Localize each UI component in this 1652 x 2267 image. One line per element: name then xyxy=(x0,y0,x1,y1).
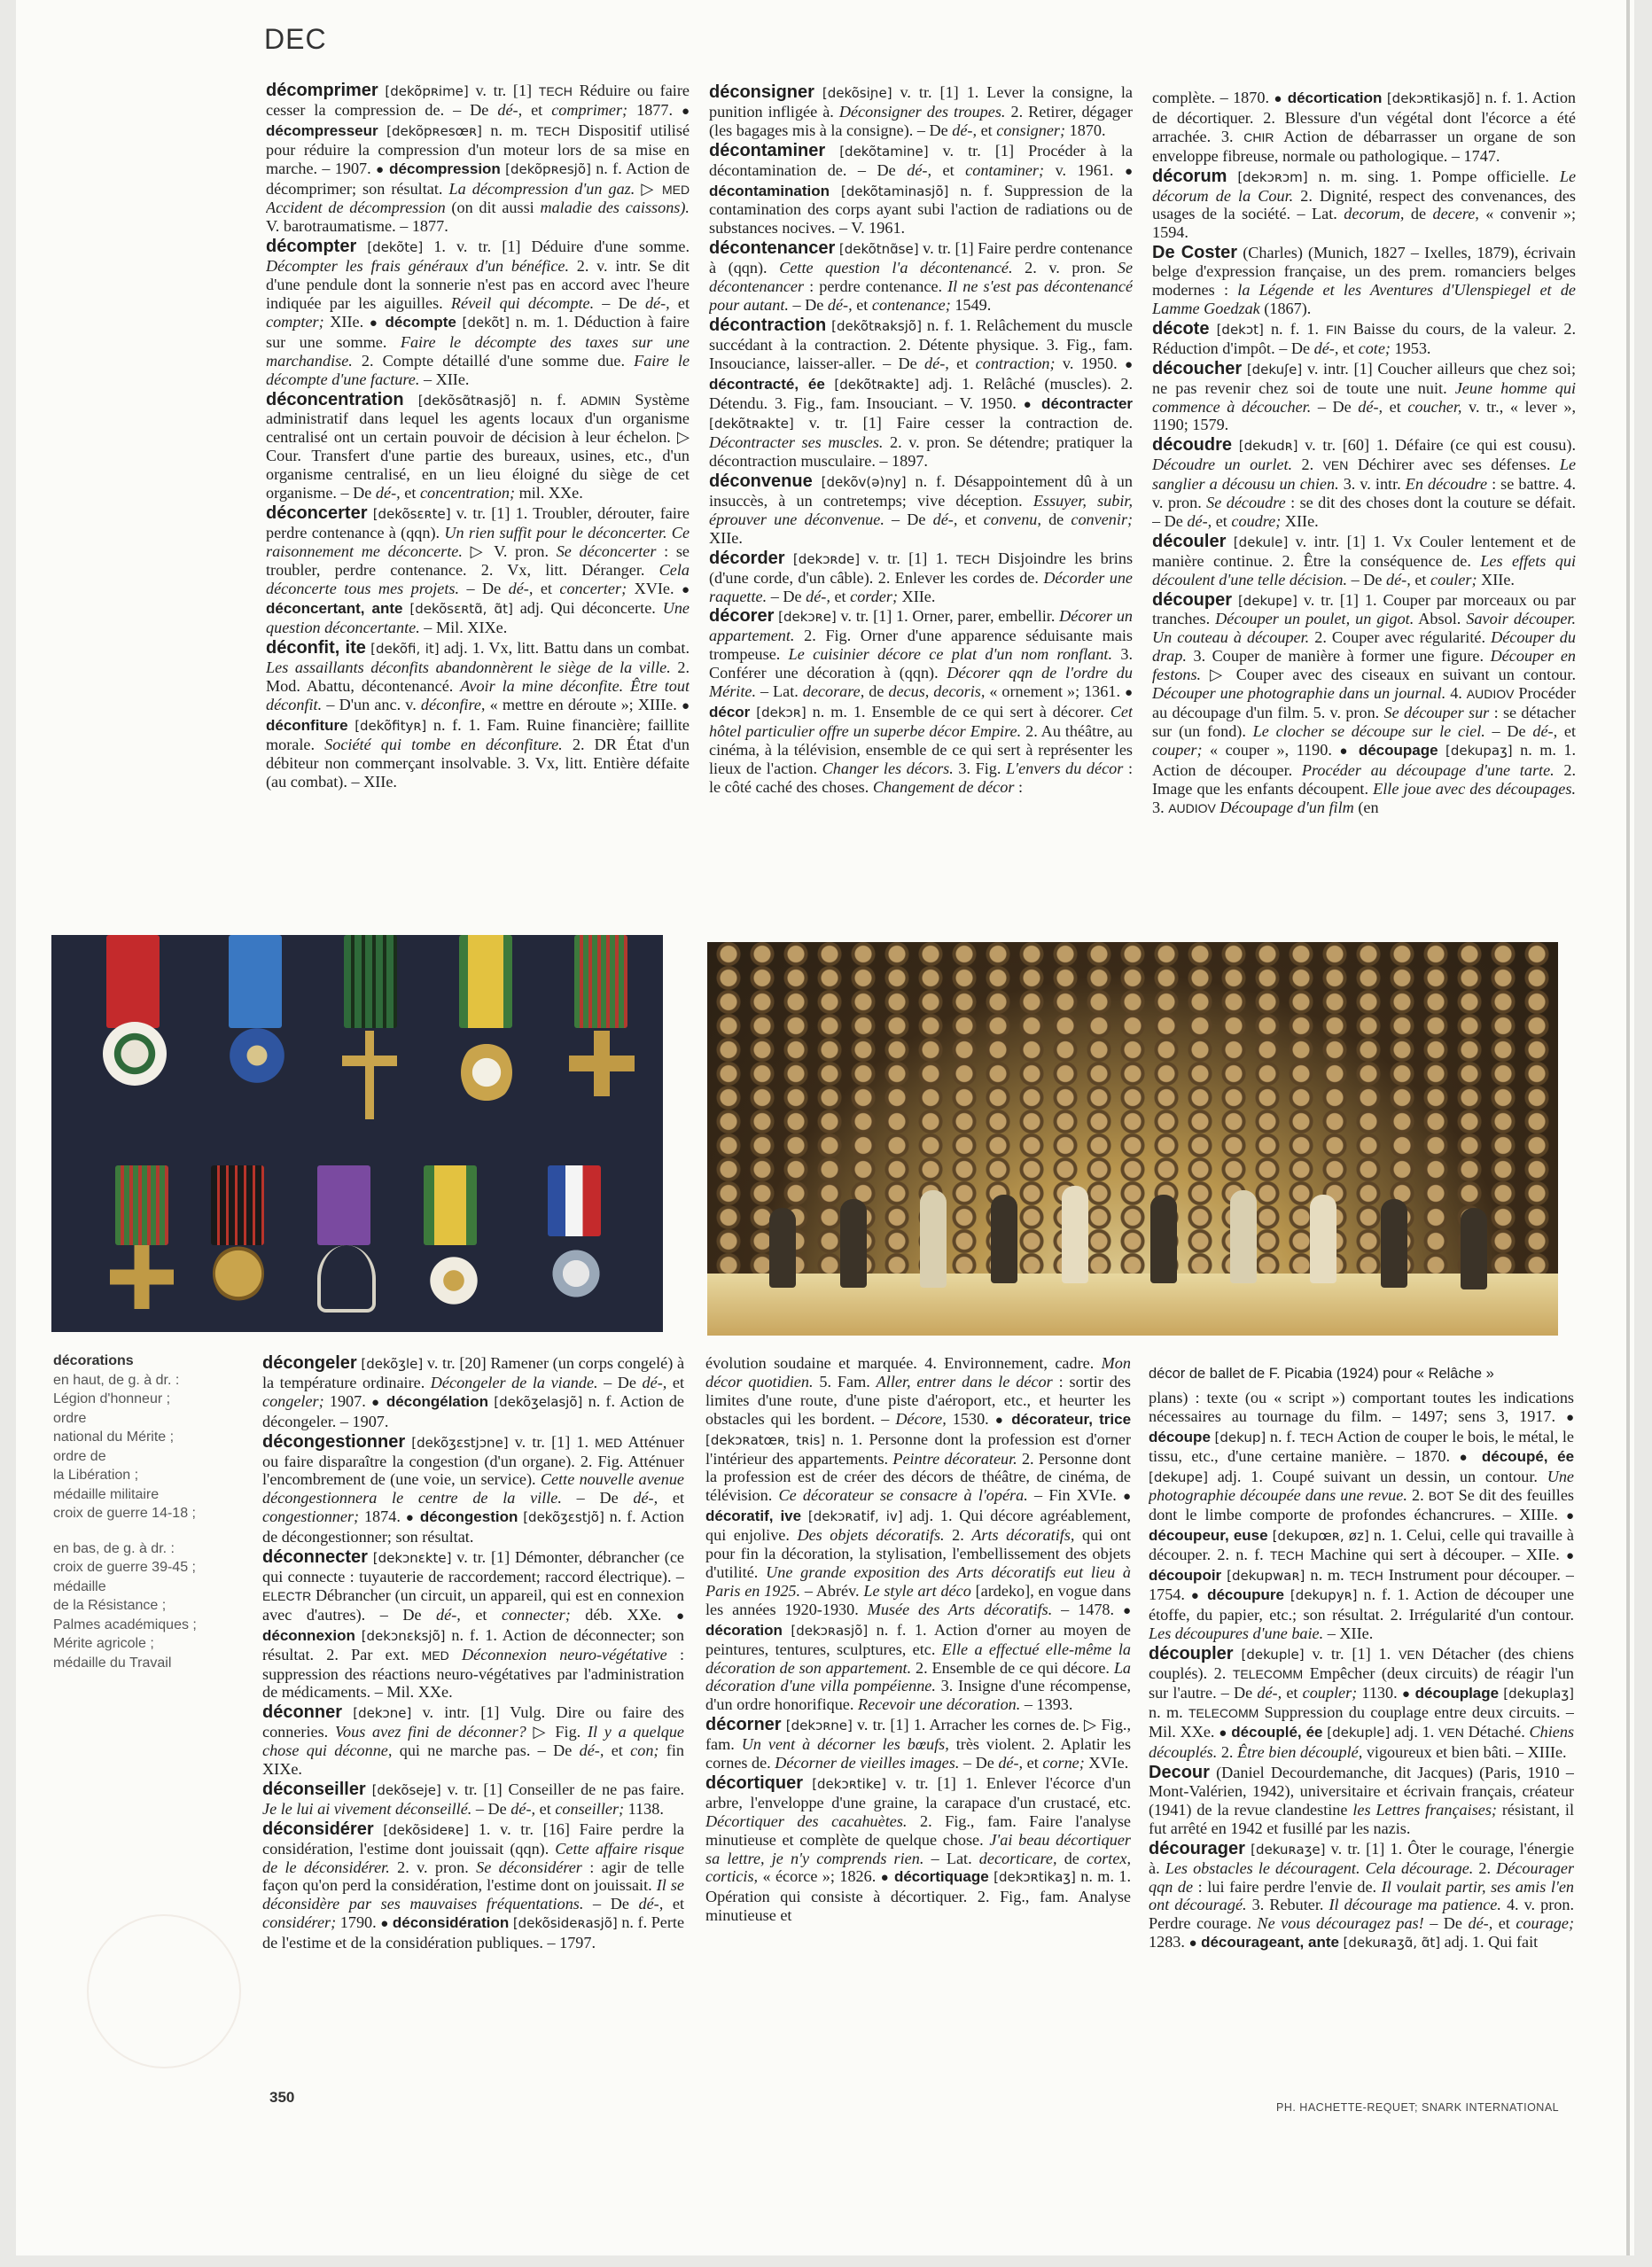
medal-travail-icon xyxy=(549,1247,603,1300)
medal-merite-agricole-icon xyxy=(424,1250,484,1311)
entry-decorder: décorder [dekɔʀde] v. tr. [1] 1. TECH Disjoindre les brins (d'une corde, d'un câble). 2. Enlever les cordes de. Décorder une raquette. – De dé-, et corder; XIIe. xyxy=(709,548,1133,605)
medal-star-blue-icon xyxy=(225,1024,289,1087)
entry-decoucher: découcher [dekuʃe] v. intr. [1] Coucher ailleurs que chez soi; ne pas revenir chez soi de toute une nuit. Jeune homme qui commence à découcher. – De dé-, et coucher, v. tr., « lever », 1190; 1579. xyxy=(1152,358,1576,434)
entry-decontenancer: décontenancer [dekõtnɑ̃se] v. tr. [1] Faire perdre contenance à (qqn). Cette question l'a décontenancé. 2. v. pron. Se décontenancer : perdre contenance. Il ne s'est pas décontenancé pour autant. – De dé-, et contenance; 1549. xyxy=(709,238,1133,314)
decor-photo-caption: décor de ballet de F. Picabia (1924) pour « Relâche » xyxy=(1149,1366,1494,1382)
ribbon-merite-agricole xyxy=(424,1165,477,1245)
entry-deconsiderer: déconsidérer [dekõsideʀe] 1. v. tr. [16] Faire perdre la considération, l'estime dont jouissait (qqn). Cette affaire risque de le déconsidérer. 2. v. pron. Se déconsidérer : agir de telle façon qu'on perd la considération, l'estime dont on jouissait. Il se déconsidère par ses mauvaises fréquentations. – De dé-, et considérer; 1790. ● déconsidération [dekõsideʀasjõ] n. f. Perte de l'estime et de la considération publiques. – 1797. xyxy=(262,1819,684,1952)
ribbon-croix-guerre-39 xyxy=(115,1165,168,1245)
entry-decortiquer: décortiquer [dekɔʀtike] v. tr. [1] 1. Enlever l'écorce d'un arbre, l'enveloppe d'une graine, la carapace d'un crustacé, etc. Décortiquer des cacahuètes. 2. Fig., fam. Faire l'analyse minutieuse et complète de quelque chose. J'ai beau décortiquer sa lettre, je n'y comprends rien. – Lat. decorticare, de cortex, corticis, « écorce »; 1826. ● décortiquage [dekɔʀtikaʒ] n. m. 1. Opération qui consiste à décortiquer. 2. Fig., fam. Analyse minutieuse et xyxy=(705,1772,1131,1925)
entry-decorum: décorum [dekɔʀɔm] n. m. sing. 1. Pompe officielle. Le décorum de la Cour. 2. Dignité, respect des convenances, des usages de la société. – Lat. decorum, de decere, « convenir »; 1594. xyxy=(1152,166,1576,242)
photo-credit: PH. HACHETTE-REQUET; SNARK INTERNATIONAL xyxy=(1276,2101,1560,2114)
dancer-figure xyxy=(991,1195,1017,1283)
medals-photo xyxy=(51,935,663,1332)
entry-deconfit: déconfit, ite [dekõfi, it] adj. 1. Vx, litt. Battu dans un combat. Les assaillants déconfits abandonnèrent le siège de la ville. 2. Mod. Abattu, décontenancé. Avoir la mine déconfite. Être tout déconfit. – D'un anc. v. déconfire, « mettre en déroute »; XIIIe. ● déconfiture [dekõfityʀ] n. f. 1. Fam. Ruine financière; faillite morale. Société qui tombe en déconfiture. 2. DR État d'un débiteur non commerçant insolvable. 3. Vx, litt. Entière défaite (au combat). – XIIe. xyxy=(266,638,690,791)
dancer-figure xyxy=(1230,1190,1257,1283)
entry-decongeler: décongeler [dekõʒle] v. tr. [20] Ramener (un corps congelé) à la température ordinaire. Décongeler de la viande. – De dé-, et congeler; 1907. ● décongélation [dekõʒelasjõ] n. f. Action de décongeler. – 1907. xyxy=(262,1354,684,1430)
medal-resistance-icon xyxy=(213,1245,264,1302)
ribbon-croix-guerre-14 xyxy=(574,935,627,1028)
medal-star-white-icon xyxy=(103,1022,167,1086)
column-5 xyxy=(705,1354,1131,2081)
stage-floor xyxy=(707,1274,1558,1336)
entry-decomprimer: décomprimer [dekõpʀime] v. tr. [1] TECH Réduire ou faire cesser la compression de. – De dé-, et comprimer; 1877. ● décompresseur [dekõpʀesœʀ] n. m. TECH Dispositif utilisé pour réduire la compression d'un moteur lors de sa mise en marche. – 1907. ● décompression [dekõpʀesjõ] n. f. Action de décomprimer; son résultat. La décompression d'un gaz. ▷ MED Accident de décompression (on dit aussi maladie des caissons). V. barotraumatisme. – 1877. xyxy=(266,82,690,236)
column-3 xyxy=(1152,89,1576,939)
column-6 xyxy=(1149,1365,1574,2081)
dancer-figure xyxy=(840,1199,867,1288)
entry-decoudre: découdre [dekudʀ] v. tr. [60] 1. Défaire (ce qui est cousu). Découdre un ourlet. 2. VEN Déchirer avec ses défenses. Le sanglier a décousu un chien. 3. v. intr. En découdre : se battre. 4. v. pron. Se découdre : se dit des choses dont la couture se défait. – De dé-, et coudre; XIIe. xyxy=(1152,435,1576,530)
column-1 xyxy=(266,82,690,932)
entry-decongestionner: décongestionner [dekõʒɛstjɔne] v. tr. [1] 1. MED Atténuer ou faire disparaître la congestion (d'un organe). 2. Fig. Atténuer l'encombrement de (une voie, un service). Cette nouvelle avenue décongestionnera le centre de la ville. – De dé-, et congestionner; 1874. ● décongestion [dekõʒɛstjõ] n. f. Action de décongestionner; son résultat. xyxy=(262,1431,684,1546)
medals-caption: décorations en haut, de g. à dr. : Légion d'honneur ; ordre national du Mérite ; ordre de la Libération ; médaille militaire croix de guerre 14-18 ; en bas, de g. à dr. : croix de guerre 39-45 ; médaille de la Résistance ; Palmes académiques ; Mérite agricole ; médaille du Travail xyxy=(53,1353,197,1671)
dancer-figure xyxy=(1310,1195,1336,1283)
faint-seal-mark xyxy=(87,1914,241,2068)
ribbon-palmes xyxy=(317,1165,370,1245)
entry-decouper: découper [dekupe] v. tr. [1] 1. Couper par morceaux ou par tranches. Découper un poulet, un gigot. Absol. Savoir découper. Un couteau à découper. 2. Couper avec régularité. Découper du drap. 3. Couper de manière à former une figure. Découper en festons. ▷ Couper avec des ciseaux en suivant un contour. Découper une photographie dans un journal. 4. AUDIOV Procéder au découpage d'un film. 5. v. pron. Se découper sur : se détacher sur (un fond). Le clocher se découpe sur le ciel. – De dé-, et couper; « couper », 1190. ● découpage [dekupaʒ] n. m. 1. Action de découper. Procéder au découpage d'une tarte. 2. Image que les enfants découpent. Elle joue avec des découpages. 3. AUDIOV Découpage d'un film (en xyxy=(1152,589,1576,816)
dancer-figure xyxy=(920,1190,947,1288)
entry-decour: Decour (Daniel Decourdemanche, dit Jacques) (Paris, 1910 – Mont-Valérien, 1942), universitaire et écrivain français, créateur (1941) de la revue clandestine les Lettres françaises; résistant, il fut arrêté en 1942 et fusillé par les nazis. xyxy=(1149,1763,1574,1837)
medal-palmes-icon xyxy=(317,1245,376,1313)
medal-croix-guerre-14-icon xyxy=(569,1031,635,1096)
entry-decouler: découler [dekule] v. intr. [1] 1. Vx Couler lentement et de manière continue. 2. Être la conséquence de. Les effets qui découlent d'une telle décision. – De dé-, et couler; XIIe. xyxy=(1152,531,1576,588)
dancer-figure xyxy=(1150,1195,1177,1283)
entry-decontaminer: décontaminer [dekõtamine] v. tr. [1] Procéder à la décontamination de. – De dé-, et contaminer; v. 1961. ● décontamination [dekõtaminasjõ] n. f. Suppression de la contamination des corps ayant subi l'action de radiations ou de substances nocives. – V. 1961. xyxy=(709,140,1133,238)
entry-decompter: décompter [dekõte] 1. v. tr. [1] Déduire d'une somme. Décompter les frais généraux d'un bénéfice. 2. v. intr. Se dit d'une pendule dont la sonnerie n'est pas en accord avec l'heure indiquée par les aiguilles. Réveil qui décompte. – De dé-, et compter; XIIe. ● décompte [dekõt] n. m. 1. Déduction à faire sur une somme. Faire le décompte des taxes sur une marchandise. 2. Compte détaillé d'une somme due. Faire le décompte d'une facture. – XIIe. xyxy=(266,237,690,388)
entry-decor-continued: évolution soudaine et marquée. 4. Environnement, cadre. Mon décor quotidien. 5. Fam. Aller, entrer dans le décor : sortir des limites d'une route, d'une piste d'aéroport, etc., et heurter les obstacles qui les bordent. – Décore, 1530. ● décorateur, trice [dekɔʀatœʀ, tʀis] n. 1. Personne dont la profession est d'orner l'intérieur des appartements. Peintre décorateur. 2. Personne dont la profession est de créer des décors de théâtre, de cinéma, de télévision. Ce décorateur se consacre à l'opéra. – Fin XVIe. ● décoratif, ive [dekɔʀatif, iv] adj. 1. Qui décore agréablement, qui enjolive. Des objets décoratifs. 2. Arts décoratifs, qui ont pour fin la décoration, la stylisation, l'embellissement des objets d'utilité. Une grande exposition des Arts décoratifs eut lieu à Paris en 1925. – Abrév. Le style art déco [ardeko], en vogue dans les années 1920-1930. Musée des Arts décoratifs. – 1478. ● décoration [dekɔʀasjõ] n. f. 1. Action d'orner au moyen de peintures, tentures, sculptures, etc. Elle a effectué elle-même la décoration de son appartement. 2. Ensemble de ce qui décore. La décoration d'une villa pompéienne. 3. Insigne d'une récompense, d'un ordre honorifique. Recevoir une décoration. – 1393. xyxy=(705,1354,1131,1714)
entry-deconsigner: déconsigner [dekõsiɲe] v. tr. [1] 1. Lever la consigne, la punition infligée à. Déconsigner des troupes. 2. Retirer, dégager (les bagages mis à la consigne). – De dé-, et consigner; 1870. xyxy=(709,83,1133,139)
entry-deconnecter: déconnecter [dekɔnɛkte] v. tr. [1] Démonter, débrancher (ce qui connecte : tuyauterie de raccordement; raccord électrique). – ELECTR Débrancher (un circuit, un appareil, qui est en connexion avec d'autres). – De dé-, et connecter; déb. XXe. ● déconnexion [dekɔnɛksjõ] n. f. 1. Action de déconnecter; son résultat. 2. Par ext. MED Déconnexion neuro-végétative : suppression des réactions neuro-végétatives par l'administration de médicaments. – Mil. XXe. xyxy=(262,1547,684,1702)
entry-decourager: décourager [dekuʀaʒe] v. tr. [1] 1. Ôter le courage, l'énergie à. Les obstacles le découragent. Cela décourage. 2. Décourager qqn de : lui faire perdre l'envie de. Il voulait partir, ses amis l'en ont découragé. 3. Rebuter. Il décourage ma patience. 4. v. pron. Perdre courage. Ne vous découragez pas! – De dé-, et courage; 1283. ● décourageant, ante [dekuʀaʒɑ̃, ɑ̃t] adj. 1. Qui fait xyxy=(1149,1838,1574,1951)
entry-decortication: complète. – 1870. ● décortication [dekɔʀtikasjõ] n. f. 1. Action de décortiquer. 2. Blessure d'un végétal dont l'écorce a été arrachée. 3. CHIR Action de débarrasser un organe de son enveloppe fibreuse, normale ou pathologique. – 1747. xyxy=(1152,89,1576,165)
entry-deconvenue: déconvenue [dekõv(ə)ny] n. f. Désappointement dû à un insuccès, à un contretemps; vive déception. Essuyer, subir, éprouver une déconvenue. – De dé-, et convenu, de convenir; XIIe. xyxy=(709,471,1133,547)
dictionary-page xyxy=(16,0,1634,2255)
entry-de-coster: De Coster (Charles) (Munich, 1827 – Ixelles, 1879), écrivain belge d'expression française, un des prem. romanciers belges modernes : la Légende et les Aventures d'Ulenspiegel et de Lamme Goedzak (1867). xyxy=(1152,243,1576,317)
ribbon-liberation xyxy=(344,935,397,1028)
ribbon-resistance xyxy=(211,1165,264,1245)
medal-croix-39-icon xyxy=(110,1245,174,1309)
ribbon-medaille-militaire xyxy=(459,935,512,1028)
dancer-figure xyxy=(1381,1199,1407,1288)
ribbon-legion-honneur xyxy=(106,935,160,1028)
entry-deconner: déconner [dekɔne] v. intr. [1] Vulg. Dire ou faire des conneries. Vous avez fini de déconner? ▷ Fig. Il y a quelque chose qui déconne, qui ne marche pas. – De dé-, et con; fin XIXe. xyxy=(262,1702,684,1779)
ribbon-ordre-merite xyxy=(229,935,282,1028)
entry-decouper-continued: plans) : texte (ou « script ») comportant toutes les indications nécessaires au tournage du film. – 1497; sens 3, 1917. ● découpe [dekup] n. f. TECH Action de couper le bois, le métal, le tissu, etc., d'une certaine manière. – 1870. ● découpé, ée [dekupe] adj. 1. Coupé suivant un dessin, un contour. Une photographie découpée dans une revue. 2. BOT Se dit des feuilles dont le limbe comporte de profondes échancrures. – XIIIe. ● découpeur, euse [dekupœʀ, øz] n. 1. Celui, celle qui travaille à découper. 2. n. f. TECH Machine qui sert à découper. – XIIe. ● découpoir [dekupwaʀ] n. m. TECH Instrument pour découper. – 1754. ● découpure [dekupyʀ] n. f. 1. Action de découper une étoffe, du papier, etc.; son résultat. 2. Irrégularité d'un contour. Les découpures d'une baie. – XIIe. xyxy=(1149,1388,1574,1642)
ballet-decor-photo xyxy=(707,942,1558,1336)
medal-cross-lorraine-icon xyxy=(342,1031,397,1119)
entry-deconseiller: déconseiller [dekõseje] v. tr. [1] Conseiller de ne pas faire. Je le lui ai vivement déconseillé. – De dé-, et conseiller; 1138. xyxy=(262,1779,684,1818)
page-header: DEC xyxy=(264,23,327,55)
page-number: 350 xyxy=(269,2089,295,2106)
dancer-figure xyxy=(769,1208,796,1288)
ribbon-travail xyxy=(548,1165,601,1236)
entry-deconcerter: déconcerter [dekõsɛʀte] v. tr. [1] 1. Troubler, dérouter, faire perdre contenance à (qqn). Un rien suffit pour le déconcerter. Ce raisonnement me déconcerte. ▷ V. pron. Se déconcerter : se troubler, perdre contenance. 2. Vx, litt. Déranger. Cela déconcerte tous mes projets. – De dé-, et concerter; XVIe. ● déconcertant, ante [dekõsɛʀtɑ̃, ɑ̃t] adj. Qui déconcerte. Une question déconcertante. – Mil. XIXe. xyxy=(266,502,690,637)
entry-decorer: décorer [dekɔʀe] v. tr. [1] 1. Orner, parer, embellir. Décorer un appartement. 2. Fig. Orner d'une apparence séduisante mais trompeuse. Le cuisinier décore ce plat d'un nom ronflant. 3. Conférer une décoration à (qqn). Décorer qqn de l'ordre du Mérite. – Lat. decorare, de decus, decoris, « ornement »; 1361. ● décor [dekɔʀ] n. m. 1. Ensemble de ce qui sert à décorer. Cet hôtel particulier offre un superbe décor Empire. 2. Au théâtre, au cinéma, à la télévision, ensemble de ce qui sert à représenter les lieux de l'action. Changer les décors. 3. Fig. L'envers du décor : le côté caché des choses. Changement de décor : xyxy=(709,606,1133,796)
entry-decoupler: découpler [dekuple] v. tr. [1] 1. VEN Détacher (des chiens couplés). 2. TELECOMM Empêcher (deux circuits) de réagir l'un sur l'autre. – De dé-, et coupler; 1130. ● découplage [dekuplaʒ] n. m. TELECOMM Suppression du couplage entre deux circuits. – Mil. XXe. ● découplé, ée [dekuple] adj. 1. VEN Détaché. Chiens découplés. 2. Être bien découplé, vigoureux et bien bâti. – XIIIe. xyxy=(1149,1643,1574,1762)
dancer-figure xyxy=(1062,1186,1088,1283)
dancer-figure xyxy=(1461,1208,1487,1289)
medal-militaire-icon xyxy=(461,1041,512,1103)
column-4 xyxy=(262,1354,684,2081)
entry-decote: décote [dekɔt] n. f. 1. FIN Baisse du cours, de la valeur. 2. Réduction d'impôt. – De dé-, et cote; 1953. xyxy=(1152,318,1576,357)
entry-deconcentration: déconcentration [dekõsɑ̃tʀasjõ] n. f. ADMIN Système administratif dans lequel les agents locaux d'un organisme centralisé ont un certain pouvoir de décision à leur échelon. ▷ Cour. Transfert d'une partie des bureaux, usines, etc., d'un organisme centralisé, en un lieu éloigné du siège de cet organisme. – De dé-, et concentration; mil. XXe. xyxy=(266,389,690,502)
column-2 xyxy=(709,83,1133,934)
scan-edge xyxy=(1626,0,1630,2255)
entry-decontraction: décontraction [dekõtʀaksjõ] n. f. 1. Relâchement du muscle succédant à la contraction. 2. Détente physique. 3. Fig., fam. Insouciance, laisser-aller. – De dé-, et contraction; v. 1950. ● décontracté, ée [dekõtʀakte] adj. 1. Relâché (muscles). 2. Détendu. 3. Fig., fam. Insouciant. – V. 1950. ● décontracter [dekõtʀakte] v. tr. [1] Faire cesser la contraction de. Décontracter ses muscles. 2. v. pron. Se détendre; pratiquer la décontraction musculaire. – 1897. xyxy=(709,315,1133,471)
entry-decorner: décorner [dekɔʀne] v. tr. [1] 1. Arracher les cornes de. ▷ Fig., fam. Un vent à décorner les bœufs, très violent. 2. Aplatir les cornes de. Décorner de vieilles images. – De dé-, et corne; XVIe. xyxy=(705,1715,1131,1772)
